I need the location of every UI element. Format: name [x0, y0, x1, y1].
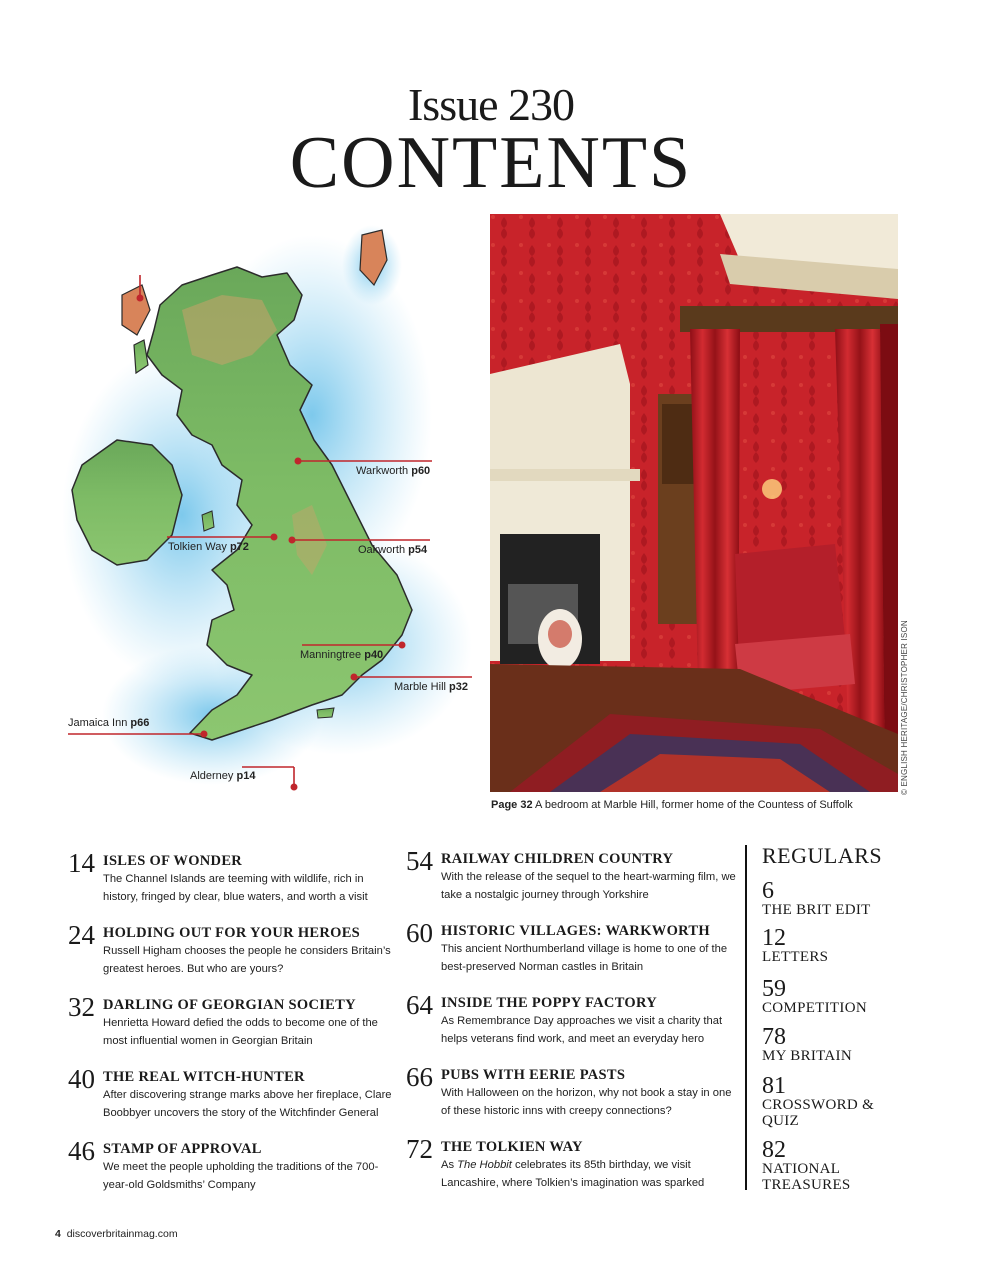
- article-page-number: 40: [68, 1064, 95, 1094]
- regular-item-crossword[interactable]: [762, 1075, 882, 1129]
- article-page-number: 72: [406, 1134, 433, 1164]
- bedroom-photo: [490, 214, 898, 792]
- article-page-number: 66: [406, 1062, 433, 1092]
- regular-page-number: 78: [762, 1024, 786, 1050]
- article-page-number: 54: [406, 846, 433, 876]
- uk-map: [62, 215, 482, 805]
- regular-item-brit-edit[interactable]: [762, 880, 871, 918]
- article-description: Henrietta Howard defied the odds to become one of the most influential women in Georgian Britain: [103, 1017, 378, 1047]
- map-pin-jamaica-inn: Jamaica Inn p66: [68, 717, 150, 729]
- article-page-number: 14: [68, 848, 95, 878]
- regular-page-number: 6: [762, 878, 774, 904]
- article-title: RAILWAY CHILDREN COUNTRY: [441, 851, 674, 867]
- article-title: HISTORIC VILLAGES: WARKWORTH: [441, 923, 710, 939]
- regular-label: COMPETITION: [762, 1000, 867, 1016]
- regulars-divider: [745, 845, 747, 1190]
- regular-item-national-treasures[interactable]: [762, 1139, 882, 1193]
- article-page-number: 32: [68, 992, 95, 1022]
- article-description: This ancient Northumberland village is home to one of the best-preserved Norman castles in Britain: [441, 943, 728, 973]
- map-pin-warkworth: Warkworth p60: [356, 465, 431, 477]
- page-footer: [55, 1228, 178, 1240]
- regular-label: THE BRIT EDIT: [762, 902, 871, 918]
- article-description: The Channel Islands are teeming with wildlife, rich in history, fringed by clear, blue waters, and worth a visit: [103, 873, 368, 903]
- article-title: STAMP OF APPROVAL: [103, 1141, 262, 1157]
- article-title: PUBS WITH EERIE PASTS: [441, 1067, 626, 1083]
- article-title: INSIDE THE POPPY FACTORY: [441, 995, 658, 1011]
- regulars-title: REGULARS: [762, 843, 883, 868]
- regular-page-number: 59: [762, 976, 786, 1002]
- regular-label: LETTERS: [762, 949, 829, 965]
- regular-label: CROSSWORD & QUIZ: [762, 1097, 875, 1129]
- article-page-number: 64: [406, 990, 433, 1020]
- article-description: With Halloween on the horizon, why not book a stay in one of these historic inns with creepy connections?: [441, 1087, 732, 1117]
- regular-item-competition[interactable]: [762, 978, 867, 1016]
- photo-caption: Page 32 A bedroom at Marble Hill, former home of the Countess of Suffolk: [491, 799, 853, 811]
- regular-item-my-britain[interactable]: [762, 1026, 852, 1064]
- article-page-number: 60: [406, 918, 433, 948]
- article-page-number: 24: [68, 920, 95, 950]
- article-description: As Remembrance Day approaches we visit a charity that helps veterans find work, and meet an everyday hero: [441, 1015, 723, 1045]
- photo-credit: © ENGLISH HERITAGE/CHRISTOPHER ISON: [900, 620, 909, 795]
- regular-page-number: 12: [762, 925, 786, 951]
- article-title: HOLDING OUT FOR YOUR HEROES: [103, 925, 361, 941]
- regular-label: MY BRITAIN: [762, 1048, 852, 1064]
- map-pin-alderney: Alderney p14: [190, 770, 256, 782]
- article-title: THE TOLKIEN WAY: [441, 1139, 583, 1155]
- regular-item-letters[interactable]: [762, 927, 828, 965]
- map-pin-tolkien-way: Tolkien Way p72: [168, 541, 249, 553]
- regular-label: NATIONAL TREASURES: [762, 1161, 851, 1193]
- article-description: With the release of the sequel to the heart-warming film, we take a nostalgic journey through Yorkshire: [441, 871, 736, 901]
- article-description: We meet the people upholding the traditions of the 700-year-old Goldsmiths’ Company: [103, 1161, 379, 1191]
- footer-page-number: 4: [55, 1228, 61, 1240]
- article-title: THE REAL WITCH-HUNTER: [103, 1069, 305, 1085]
- article-description: After discovering strange marks above her fireplace, Clare Boobbyer uncovers the story of the Witchfinder General: [103, 1089, 392, 1119]
- article-title: ISLES OF WONDER: [103, 853, 243, 869]
- page-title: CONTENTS: [289, 122, 693, 204]
- article-description: As The Hobbit celebrates its 85th birthday, we visit Lancashire, where Tolkien’s imagination was sparked: [441, 1159, 705, 1189]
- footer-website: discoverbritainmag.com: [66, 1228, 178, 1240]
- regular-page-number: 81: [762, 1073, 786, 1099]
- article-description: Russell Higham chooses the people he considers Britain’s greatest heroes. But who are yours?: [103, 945, 391, 975]
- map-pin-marble-hill: Marble Hill p32: [394, 681, 468, 693]
- article-page-number: 46: [68, 1136, 95, 1166]
- issue-number: Issue 230: [407, 79, 575, 130]
- map-pin-oakworth: Oakworth p54: [358, 544, 428, 556]
- article-title: DARLING OF GEORGIAN SOCIETY: [103, 997, 356, 1013]
- regular-page-number: 82: [762, 1137, 786, 1163]
- map-pin-manningtree: Manningtree p40: [300, 649, 384, 661]
